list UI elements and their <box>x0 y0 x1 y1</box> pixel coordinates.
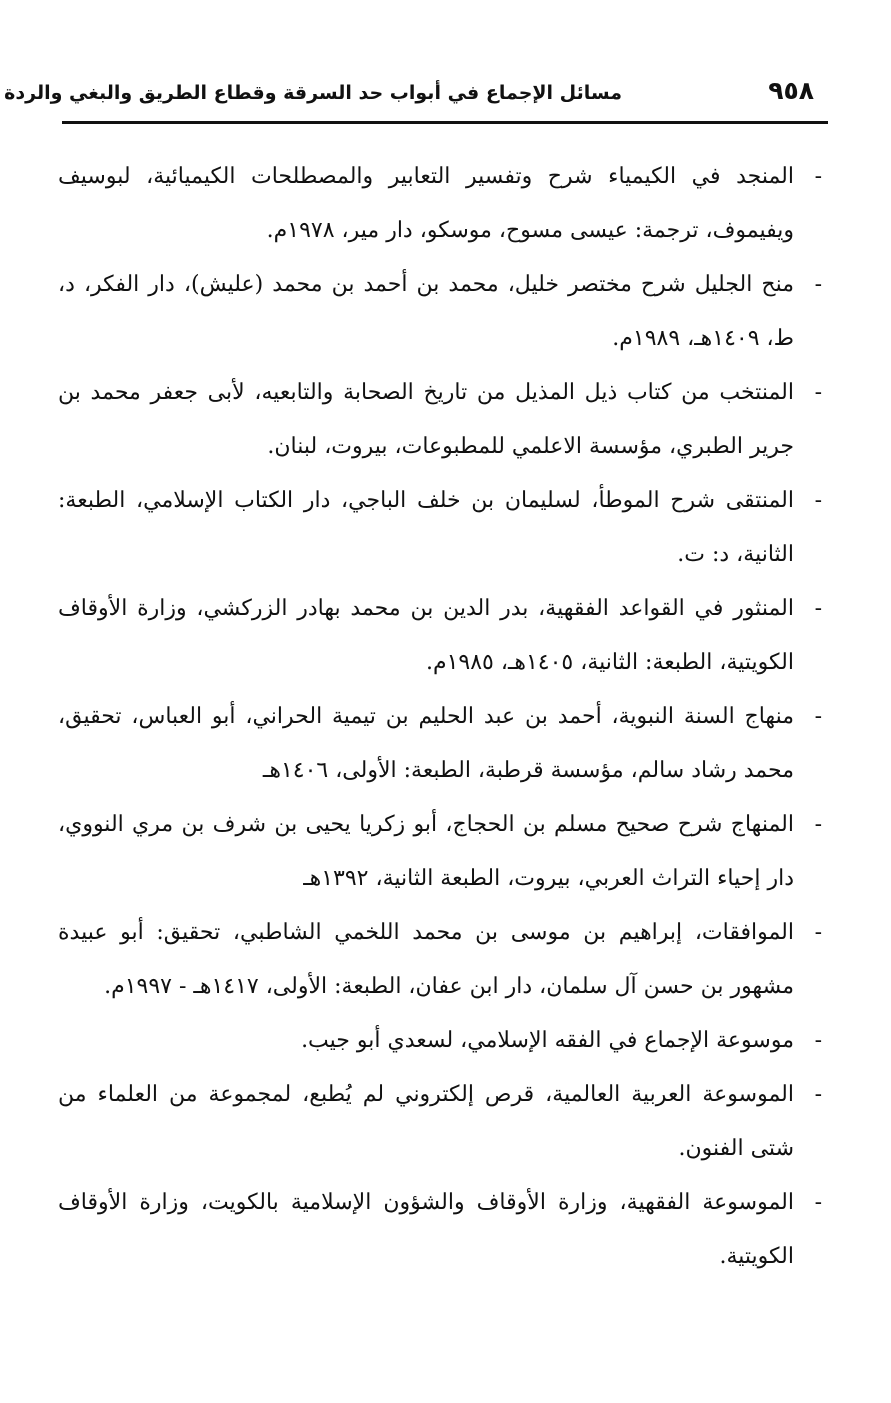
running-header <box>4 76 828 116</box>
entry-dash: - <box>814 164 822 189</box>
entry-text: المنثور في القواعد الفقهية، بدر الدين بن محمد بهادر الزركشي، وزارة الأوقاف الكويتية، الطبعة: الثانية، ١٤٠٥هـ، ١٩٨٥م. <box>58 596 794 675</box>
bibliography-entry <box>58 906 830 1014</box>
entry-text: منهاج السنة النبوية، أحمد بن عبد الحليم بن تيمية الحراني، أبو العباس، تحقيق، محمد رشاد سالم، مؤسسة قرطبة، الطبعة: الأولى، ١٤٠٦هـ <box>58 704 794 783</box>
bibliography-entry <box>58 690 830 798</box>
bibliography-entry <box>58 258 830 366</box>
bibliography-list <box>58 150 830 1284</box>
bibliography-entry <box>58 1176 830 1284</box>
entry-text: الموسوعة العربية العالمية، قرص إلكتروني لم يُطبع، لمجموعة من العلماء من شتى الفنون. <box>58 1082 794 1161</box>
entry-dash: - <box>814 1190 822 1215</box>
page-number: ٩٥٨ <box>768 76 814 105</box>
bibliography-entry <box>58 366 830 474</box>
entry-dash: - <box>814 704 822 729</box>
bibliography-entry <box>58 1068 830 1176</box>
entry-text: المنتخب من كتاب ذيل المذيل من تاريخ الصحابة والتابعيه، لأبى جعفر محمد بن جرير الطبري، مؤسسة الاعلمي للمطبوعات، بيروت، لبنان. <box>58 380 794 459</box>
entry-dash: - <box>814 380 822 405</box>
entry-dash: - <box>814 1028 822 1053</box>
entry-text: المنتقى شرح الموطأ، لسليمان بن خلف الباجي، دار الكتاب الإسلامي، الطبعة: الثانية، د: ت. <box>58 488 794 567</box>
bibliography-entry <box>58 798 830 906</box>
entry-text: الموسوعة الفقهية، وزارة الأوقاف والشؤون الإسلامية بالكويت، وزارة الأوقاف الكويتية. <box>58 1190 794 1269</box>
bibliography-entry <box>58 474 830 582</box>
entry-text: منح الجليل شرح مختصر خليل، محمد بن أحمد بن محمد (عليش)، دار الفكر، د، ط، ١٤٠٩هـ، ١٩٨٩م. <box>58 272 794 351</box>
entry-dash: - <box>814 920 822 945</box>
entry-text: الموافقات، إبراهيم بن موسى بن محمد اللخمي الشاطبي، تحقيق: أبو عبيدة مشهور بن حسن آل سلمان، دار ابن عفان، الطبعة: الأولى، ١٤١٧هـ - ١٩٩٧م. <box>58 920 794 999</box>
entry-dash: - <box>814 812 822 837</box>
bibliography-entry <box>58 150 830 258</box>
entry-dash: - <box>814 596 822 621</box>
entry-dash: - <box>814 488 822 513</box>
header-rule <box>62 121 828 124</box>
entry-text: المنجد في الكيمياء شرح وتفسير التعابير والمصطلحات الكيميائية، لبوسيف ويفيموف، ترجمة: عيسى مسوح، موسكو، دار مير، ١٩٧٨م. <box>58 164 794 243</box>
entry-dash: - <box>814 272 822 297</box>
bibliography-entry <box>58 582 830 690</box>
entry-text: موسوعة الإجماع في الفقه الإسلامي، لسعدي أبو جيب. <box>301 1028 794 1053</box>
entry-text: المنهاج شرح صحيح مسلم بن الحجاج، أبو زكريا يحيى بن شرف بن مري النووي، دار إحياء التراث العربي، بيروت، الطبعة الثانية، ١٣٩٢هـ <box>58 812 794 891</box>
entry-dash: - <box>814 1082 822 1107</box>
running-title: مسائل الإجماع في أبواب حد السرقة وقطاع الطريق والبغي والردة <box>4 82 622 104</box>
bibliography-entry <box>58 1014 830 1068</box>
